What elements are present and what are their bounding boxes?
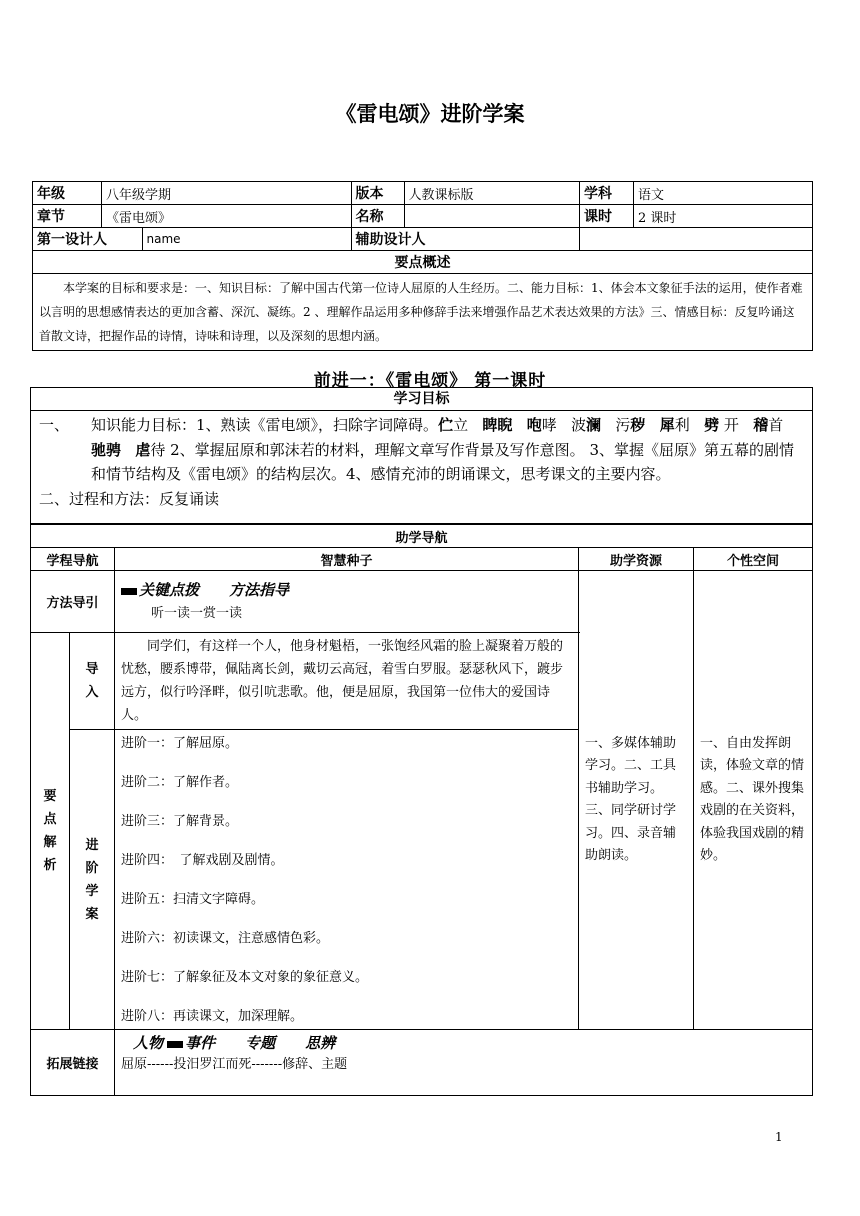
intro-label: 导 入 (70, 633, 115, 730)
advance-label: 进 阶 学 案 (70, 730, 115, 1030)
page-number: 1 (775, 1130, 783, 1144)
step-item: 进阶三：了解背景。 (121, 814, 239, 829)
goal-item1-number: 一、 (39, 416, 70, 434)
goals-header: 学习目标 (31, 388, 812, 411)
assistant-value (579, 228, 812, 251)
assistant-label: 辅助设计人 (351, 228, 579, 251)
extension-cell: 人物 事件 专题 思辨 屈原------投汨罗江而死-------修辞、主题 (115, 1030, 813, 1096)
goal-item1-text: 知识能力目标：1、熟读《雷电颂》，扫除字词障碍。伫立 睥睨 咆哮 波澜 污秽 犀利 劈 开 稽首 驰骋 虐待 2、掌握屈原和郭沫若的材料，理解文章写作背景及写作意图。 3、掌握《屈原》第五幕的剧情和情节结构及《雷电颂》的结构层次。4、感情充沛的朗诵课文，思考课文的主要内容。 (91, 416, 794, 483)
square-bullet-icon (121, 588, 137, 595)
subject-value: 语文 (634, 182, 813, 205)
step-item: 进阶二：了解作者。 (121, 775, 239, 790)
designer-label: 第一设计人 (33, 228, 143, 251)
grade-label: 年级 (33, 182, 102, 205)
page-title: 《雷电颂》进阶学案 (335, 102, 525, 126)
step-item: 进阶六：初读课文，注意感情色彩。 (121, 931, 330, 946)
col-resources: 助学资源 (579, 548, 694, 571)
extension-text: 屈原------投汨罗江而死-------修辞、主题 (121, 1057, 348, 1072)
step-item: 进阶八：再读课文，加深理解。 (121, 1009, 304, 1024)
version-value: 人教课标版 (404, 182, 579, 205)
period-label: 课时 (580, 205, 634, 228)
guide-header: 助学导航 (31, 525, 813, 548)
grade-value: 八年级学期 (102, 182, 352, 205)
col-personal-space: 个性空间 (694, 548, 813, 571)
step-item: 进阶五：扫清文字障碍。 (121, 892, 265, 907)
method-cell: 关键点拨 方法指导 听一读一赏一读 (115, 571, 579, 633)
info-table (32, 181, 813, 351)
designer-value: name (142, 228, 351, 251)
step-item: 进阶四： 了解戏剧及剧情。 (121, 853, 284, 868)
section-title: 前进一：《雷电颂》 第一课时 (313, 371, 547, 391)
learning-goals-box (30, 387, 813, 524)
col-wisdom-seeds: 智慧种子 (115, 548, 579, 571)
square-bullet-icon (167, 1041, 183, 1048)
method-sub: 听一读一赏一读 (151, 606, 243, 621)
subject-label: 学科 (580, 182, 634, 205)
step-item: 进阶七：了解象征及本文对象的象征意义。 (121, 970, 369, 985)
name-value (404, 205, 579, 228)
intro-text: 同学们，有这样一个人，他身材魁梧，一张饱经风霜的脸上凝聚着万般的忧愁，腰系博带，佩陆离长剑，戴切云高冠，着雪白罗服。瑟瑟秋风下，踱步远方，似行吟泽畔，似引吭悲歌。他，便是屈原，我国第一位伟大的爱国诗人。 (115, 633, 579, 730)
guide-table (30, 524, 813, 1096)
goal-item2: 二、过程和方法：反复诵读 (39, 489, 220, 508)
name-label: 名称 (351, 205, 404, 228)
key-analysis-label: 要 点 解 析 (31, 633, 70, 1030)
chapter-label: 章节 (33, 205, 102, 228)
chapter-value: 《雷电颂》 (102, 205, 352, 228)
period-value: 2 课时 (634, 205, 813, 228)
col-course-nav: 学程导航 (31, 548, 115, 571)
overview-label: 要点概述 (33, 251, 813, 274)
resources-cell: 一、多媒体辅助学习。二、工具书辅助学习。三、同学研讨学习。四、录音辅助朗读。 (579, 571, 694, 1030)
extension-label: 拓展链接 (31, 1030, 115, 1096)
version-label: 版本 (351, 182, 404, 205)
step-item: 进阶一：了解屈原。 (121, 736, 239, 751)
overview-text: 本学案的目标和要求是：一、知识目标：了解中国古代第一位诗人屈原的人生经历。二、能力目标：1、体会本文象征手法的运用，使作者难以言明的思想感情表达的更加含蓄、深沉、凝练。2 、理解作品运用多种修辞手法来增强作品艺术表达效果的方法》三、情感目标：反复吟诵这首散文诗，把握作品的诗情，诗味和诗理，以及深刻的思想内涵。 (33, 274, 813, 351)
method-label: 方法导引 (31, 571, 115, 633)
advance-steps (115, 730, 579, 1030)
personal-cell: 一、自由发挥朗读，体验文章的情感。二、课外搜集戏剧的在关资料，体验我国戏剧的精妙。 (694, 571, 813, 1030)
